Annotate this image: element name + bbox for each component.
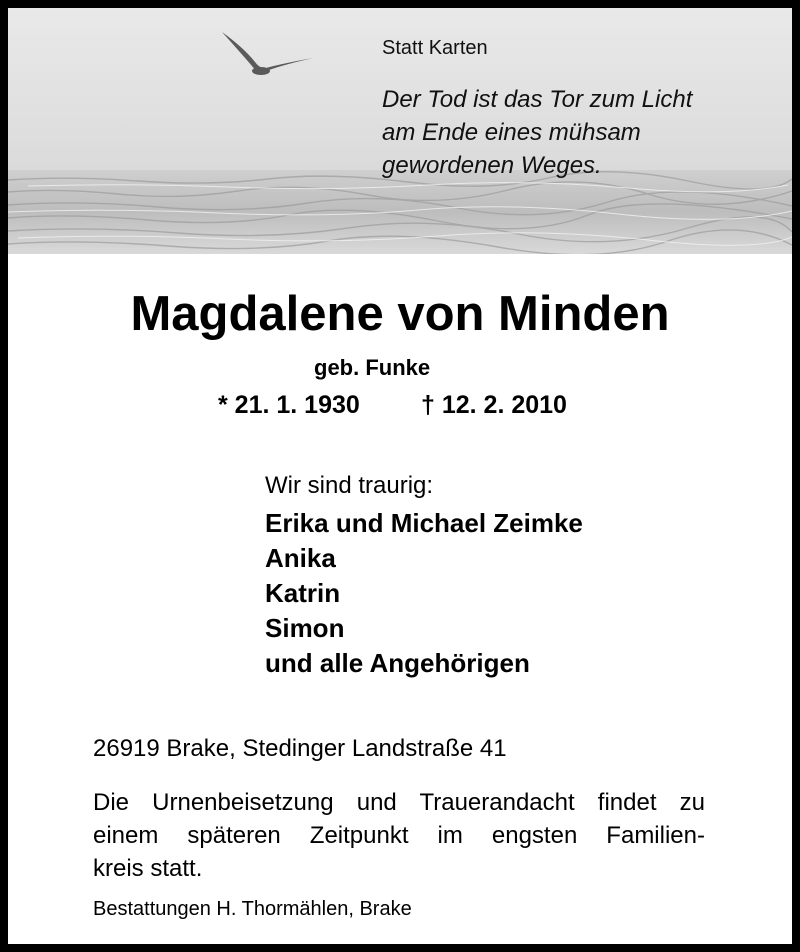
mourner-name: Anika (265, 543, 336, 573)
mourner-name: Simon (265, 613, 345, 643)
mourner-name: Erika und Michael Zeimke (265, 508, 583, 538)
birth-date: * 21. 1. 1930 (218, 391, 360, 419)
quote-line: am Ende eines mühsam (382, 119, 641, 146)
address: 26919 Brake, Stedinger Landstraße 41 (93, 735, 507, 762)
burial-info-line: einem späteren Zeitpunkt im engsten Familien- (93, 822, 705, 849)
statt-karten-label: Statt Karten (382, 37, 488, 59)
quote-line: Der Tod ist das Tor zum Licht (382, 86, 693, 113)
undertaker: Bestattungen H. Thormählen, Brake (93, 898, 412, 920)
birth-name: geb. Funke (314, 355, 431, 380)
quote-line: gewordenen Weges. (382, 152, 602, 179)
burial-info-line: kreis statt. (93, 855, 203, 882)
quote (382, 83, 692, 182)
death-date: † 12. 2. 2010 (421, 391, 567, 419)
burial-info (93, 786, 705, 885)
mourners-intro: Wir sind traurig: (265, 472, 434, 499)
mourner-name: und alle Angehörigen (265, 648, 530, 678)
mourners-list (265, 506, 583, 681)
mourner-name: Katrin (265, 578, 341, 608)
deceased-name: Magdalene von Minden (130, 287, 670, 341)
burial-info-line: Die Urnenbeisetzung und Trauerandacht findet zu (93, 789, 705, 816)
